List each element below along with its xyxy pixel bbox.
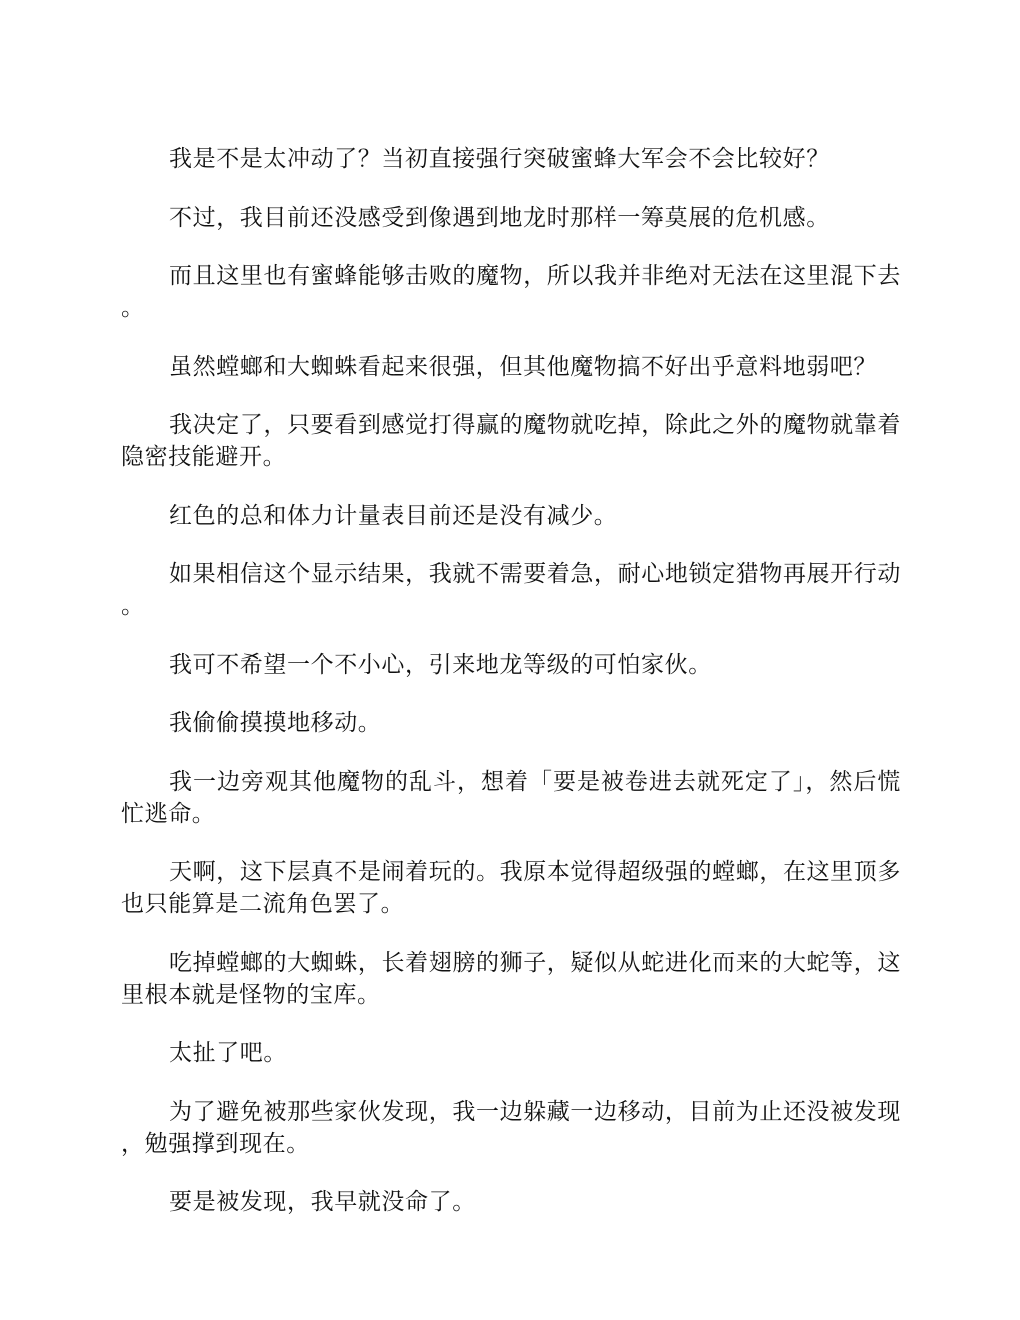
paragraph: 我是不是太冲动了？当初直接强行突破蜜蜂大军会不会比较好？ [169, 146, 830, 172]
paragraph: 如果相信这个显示结果，我就不需要着急，耐心地锁定猎物再展开行动。 [121, 561, 901, 619]
paragraph: 天啊，这下层真不是闹着玩的。我原本觉得超级强的螳螂，在这里顶多也只能算是二流角色罢了。 [121, 859, 901, 917]
paragraph: 吃掉螳螂的大蜘蛛，长着翅膀的狮子，疑似从蛇进化而来的大蛇等，这里根本就是怪物的宝库。 [121, 949, 901, 1008]
paragraph: 为了避免被那些家伙发现，我一边躲藏一边移动，目前为止还没被发现，勉强撑到现在。 [121, 1098, 901, 1157]
paragraph: 虽然螳螂和大蜘蛛看起来很强，但其他魔物搞不好出乎意料地弱吧？ [169, 353, 877, 380]
paragraph: 我决定了，只要看到感觉打得赢的魔物就吃掉，除此之外的魔物就靠着隐密技能避开。 [121, 412, 901, 470]
paragraph: 而且这里也有蜜蜂能够击败的魔物，所以我并非绝对无法在这里混下去。 [121, 263, 901, 321]
paragraph: 太扯了吧。 [169, 1040, 287, 1066]
paragraph: 不过，我目前还没感受到像遇到地龙时那样一筹莫展的危机感。 [169, 204, 830, 231]
paragraph: 我偷偷摸摸地移动。 [169, 710, 382, 736]
paragraph: 红色的总和体力计量表目前还是没有减少。 [169, 502, 618, 529]
paragraph: 要是被发现，我早就没命了。 [169, 1189, 476, 1215]
paragraph: 我可不希望一个不小心，引来地龙等级的可怕家伙。 [169, 651, 712, 678]
document-body [121, 143, 901, 1245]
paragraph: 我一边旁观其他魔物的乱斗，想着「要是被卷进去就死定了」，然后慌忙逃命。 [121, 768, 901, 827]
